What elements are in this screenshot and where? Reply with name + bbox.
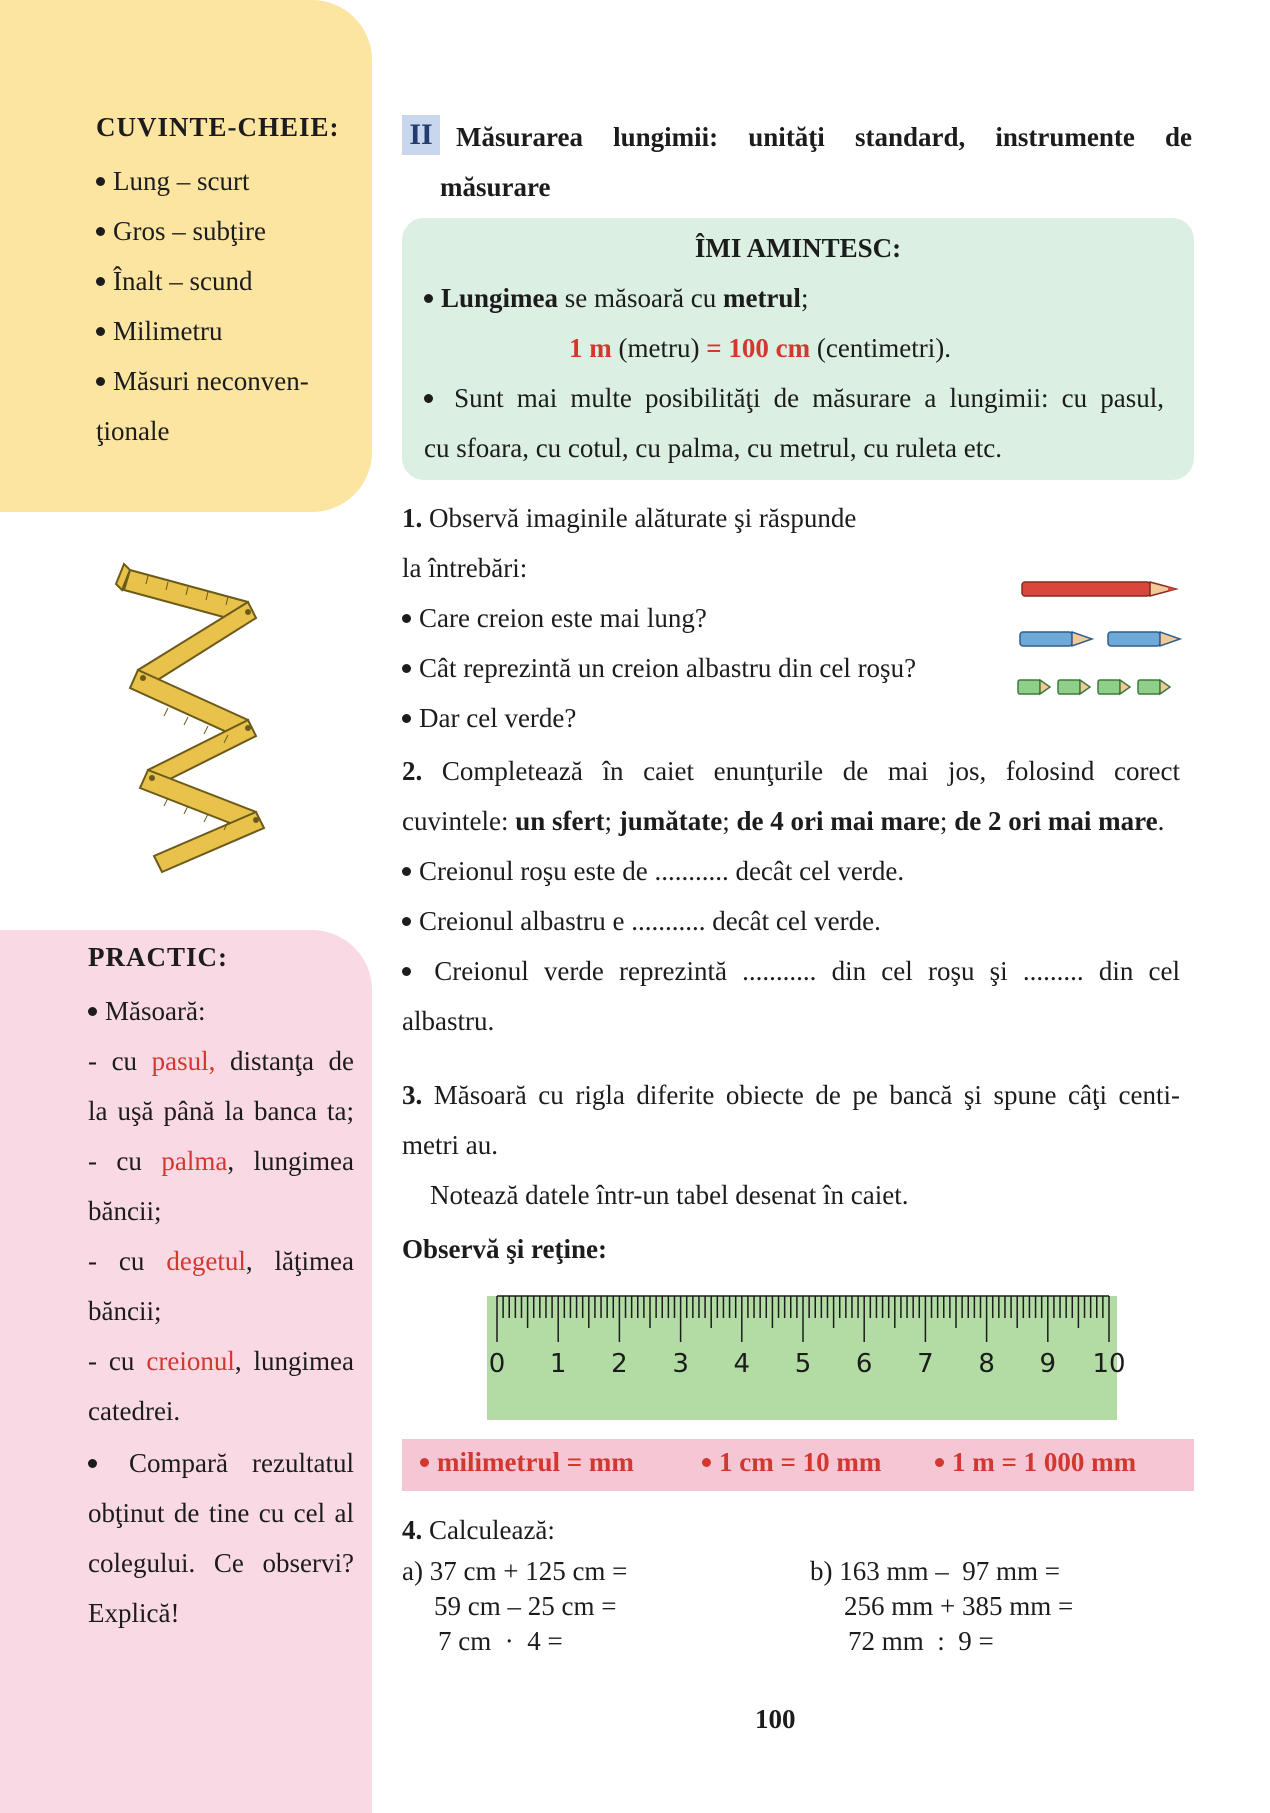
practic-intro: Măsoară: <box>88 996 354 1027</box>
ruler-label: 0 <box>488 1349 506 1379</box>
exercise-1-question: Dar cel verde? <box>402 703 576 734</box>
ruler-label: 6 <box>855 1349 873 1379</box>
calc-a3: 7 cm · 4 = <box>438 1626 563 1656</box>
exercise-4-title: 4. Calculează: <box>402 1515 555 1545</box>
exercise-3-text: 3. Măsoară cu rigla diferite obiecte de pe bancă şi spune câţi centi- <box>402 1080 1180 1110</box>
remember-title: ÎMI AMINTESC: <box>694 233 902 263</box>
calc-a1: a) 37 cm + 125 cm = <box>402 1556 628 1586</box>
practic-line: colegului. Ce observi? <box>88 1548 354 1578</box>
section-title-cont: măsurare <box>440 172 551 202</box>
ruler-label: 8 <box>978 1349 995 1379</box>
exercise-1-question: Care creion este mai lung? <box>402 603 707 634</box>
practic-line: - cu pasul, distanţa de <box>88 1046 354 1076</box>
keyword-item: Milimetru <box>96 316 223 347</box>
keyword-item: Lung – scurt <box>96 166 249 197</box>
page-number: 100 <box>755 1704 796 1734</box>
exercise-1-text: 1. Observă imaginile alăturate şi răspunde <box>402 503 857 533</box>
exercise-2-sentence: Creionul albastru e ........... decât cel verde. <box>402 906 881 937</box>
keyword-item: Gros – subţire <box>96 216 266 247</box>
unit-meter: 1 m = 1 000 mm <box>935 1447 1136 1478</box>
measuring-ruler <box>487 1292 1126 1420</box>
ruler-label: 2 <box>611 1349 628 1379</box>
exercise-1-text: la întrebări: <box>402 553 528 583</box>
exercise-1-question: Cât reprezintă un creion albastru din cel roşu? <box>402 653 916 684</box>
practic-line: Compară rezultatul <box>88 1448 354 1479</box>
ruler-label: 1 <box>549 1349 567 1379</box>
ruler-label: 5 <box>794 1349 812 1379</box>
ruler-label: 7 <box>917 1349 934 1379</box>
calc-b2: 256 mm + 385 mm = <box>844 1591 1074 1621</box>
pencils-illustration <box>1016 572 1182 702</box>
practic-line: băncii; <box>88 1296 162 1326</box>
ruler-label: 9 <box>1039 1349 1057 1379</box>
practic-line: la uşă până la banca ta; <box>88 1096 354 1126</box>
remember-line: Sunt mai multe posibilităţi de măsurare a lungimii: cu pasul, <box>424 383 1164 414</box>
keywords-title: CUVINTE-CHEIE: <box>96 112 340 142</box>
ruler-label: 10 <box>1092 1349 1126 1379</box>
calc-b3: 72 mm : 9 = <box>848 1626 994 1656</box>
practic-line: catedrei. <box>88 1396 181 1426</box>
remember-line: Lungimea se măsoară cu metrul; <box>424 283 808 314</box>
practic-line: - cu palma, lungimea <box>88 1146 354 1176</box>
folding-ruler-illustration <box>108 560 298 890</box>
practic-line: - cu degetul, lăţimea <box>88 1246 354 1276</box>
exercise-2-sentence: Creionul roşu este de ........... decât cel verde. <box>402 856 904 887</box>
keyword-item: Măsuri neconven- <box>96 366 309 397</box>
remember-line: cu sfoara, cu cotul, cu palma, cu metrul, cu ruleta etc. <box>424 433 1002 463</box>
blue-pencil-icon <box>1020 632 1180 646</box>
ruler-label: 4 <box>733 1349 751 1379</box>
green-pencil-icon <box>1018 680 1170 694</box>
exercise-2-sentence-cont: albastru. <box>402 1006 495 1036</box>
calc-a2: 59 cm – 25 cm = <box>434 1591 617 1621</box>
exercise-3-text: metri au. <box>402 1130 498 1160</box>
practic-line: obţinut de tine cu cel al <box>88 1498 354 1528</box>
section-title: Măsurarea lungimii: unităţi standard, instrumente de <box>456 122 1192 152</box>
unit-millimeter: milimetrul = mm <box>420 1447 634 1478</box>
exercise-2-sentence: Creionul verde reprezintă ........... din cel roşu şi ......... din cel <box>402 956 1180 987</box>
observe-title: Observă şi reţine: <box>402 1234 607 1264</box>
practic-line: băncii; <box>88 1196 162 1226</box>
unit-centimeter: 1 cm = 10 mm <box>702 1447 881 1478</box>
exercise-3-text: Notează datele într-un tabel desenat în caiet. <box>430 1180 909 1210</box>
keywords-panel <box>0 0 372 512</box>
practic-line: Explică! <box>88 1598 180 1628</box>
exercise-2-text: 2. Completează în caiet enunţurile de mai jos, folosind corect <box>402 756 1180 786</box>
ruler-label: 3 <box>672 1349 689 1379</box>
remember-formula: 1 m (metru) = 100 cm (centimetri). <box>569 333 952 363</box>
section-badge: II <box>402 115 440 155</box>
practic-title: PRACTIC: <box>88 942 228 972</box>
keyword-item: Înalt – scund <box>96 266 252 297</box>
calc-b1: b) 163 mm – 97 mm = <box>810 1556 1060 1586</box>
practic-line: - cu creionul, lungimea <box>88 1346 354 1376</box>
exercise-2-text: cuvintele: un sfert; jumătate; de 4 ori mai mare; de 2 ori mai mare. <box>402 806 1165 836</box>
red-pencil-icon <box>1022 582 1176 596</box>
keyword-item-continuation: ţionale <box>96 416 170 446</box>
